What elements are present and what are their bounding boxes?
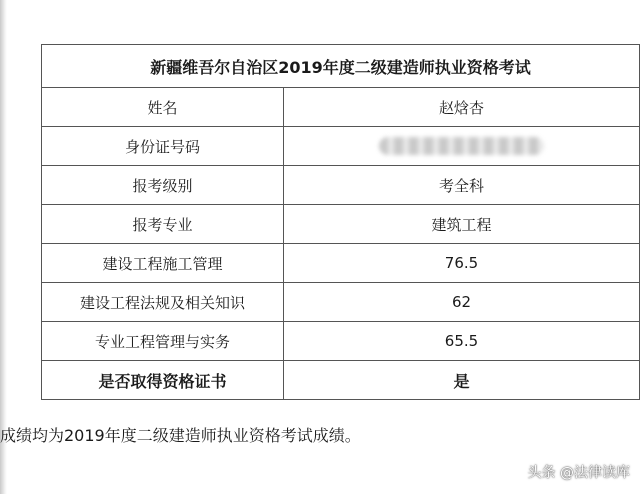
row-value-id-number (284, 127, 640, 166)
score-note: 成绩均为2019年度二级建造师执业资格考试成绩。 (0, 426, 361, 445)
table-row (42, 283, 640, 322)
watermark: 头条 @法律读库 (527, 465, 630, 481)
row-label-id-number: 身份证号码 (42, 127, 284, 166)
row-value-practice: 65.5 (284, 322, 640, 361)
table-title-row (42, 45, 640, 88)
row-value-regulations: 62 (284, 283, 640, 322)
row-value-major: 建筑工程 (284, 205, 640, 244)
table-row (42, 88, 640, 127)
table-row (42, 166, 640, 205)
table-row (42, 205, 640, 244)
blurred-id-number (379, 137, 544, 155)
exam-score-table (41, 44, 640, 400)
table-row (42, 322, 640, 361)
table-row (42, 244, 640, 283)
row-label-regulations: 建设工程法规及相关知识 (42, 283, 284, 322)
table-row (42, 361, 640, 400)
row-value-name: 赵焓杏 (284, 88, 640, 127)
row-value-exam-level: 考全科 (284, 166, 640, 205)
table-row (42, 127, 640, 166)
row-value-construction-management: 76.5 (284, 244, 640, 283)
row-label-practice: 专业工程管理与实务 (42, 322, 284, 361)
page-edge-shadow (0, 0, 7, 494)
row-label-exam-level: 报考级别 (42, 166, 284, 205)
row-value-certificate: 是 (284, 361, 640, 400)
row-label-certificate: 是否取得资格证书 (42, 361, 284, 400)
row-label-construction-management: 建设工程施工管理 (42, 244, 284, 283)
table-title: 新疆维吾尔自治区2019年度二级建造师执业资格考试 (42, 45, 640, 88)
row-label-name: 姓名 (42, 88, 284, 127)
row-label-major: 报考专业 (42, 205, 284, 244)
